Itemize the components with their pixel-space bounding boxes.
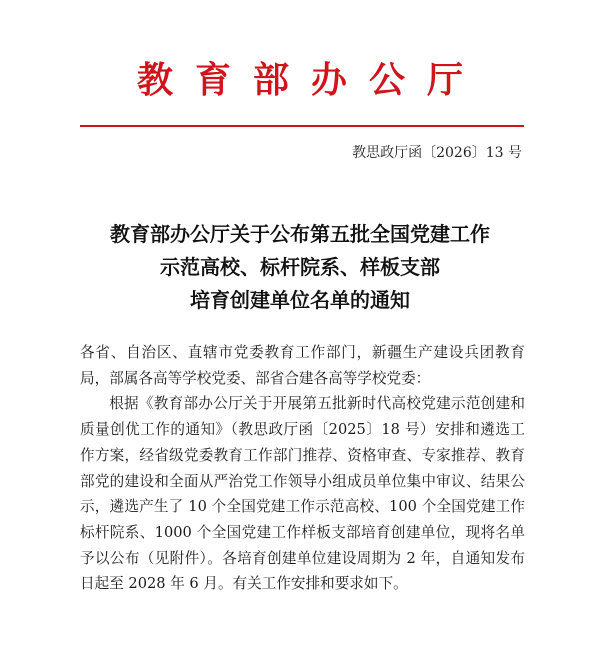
- red-divider-line: [80, 125, 524, 127]
- document-title: [0, 218, 600, 317]
- issuer-masthead: 教育部办公厅: [136, 59, 485, 101]
- body-paragraph: 根据《教育部办公厅关于开展第五批新时代高校党建示范创建和质量创优工作的通知》（教思政厅函〔2025〕18 号）安排和遴选工作方案，经省级党委教育工作部门推荐、资格审查、专家推荐、教育部党的建设和全面从严治党工作领导小组成员单位集中审议、结果公示，遴选产生了 10 个全国党建工作示范高校、100 个全国党建工作标杆院系、1000 个全国党建工作样板支部培育创建单位，现将名单予以公布（见附件）。各培育创建单位建设周期为 2 年，自通知发布日起至 2028 年 6 月。有关工作安排和要求如下。: [80, 395, 525, 593]
- document-number: 教思政厅函〔2026〕13 号: [352, 145, 522, 161]
- title-line-1: 教育部办公厅关于公布第五批全国党建工作: [110, 222, 490, 246]
- document-body: [80, 340, 525, 597]
- salutation: 各省、自治区、直辖市党委教育工作部门，新疆生产建设兵团教育局，部属各高等学校党委、部省合建各高等学校党委：: [80, 344, 525, 387]
- title-line-2: 示范高校、标杆院系、样板支部: [160, 255, 440, 279]
- title-line-3: 培育创建单位名单的通知: [190, 288, 410, 312]
